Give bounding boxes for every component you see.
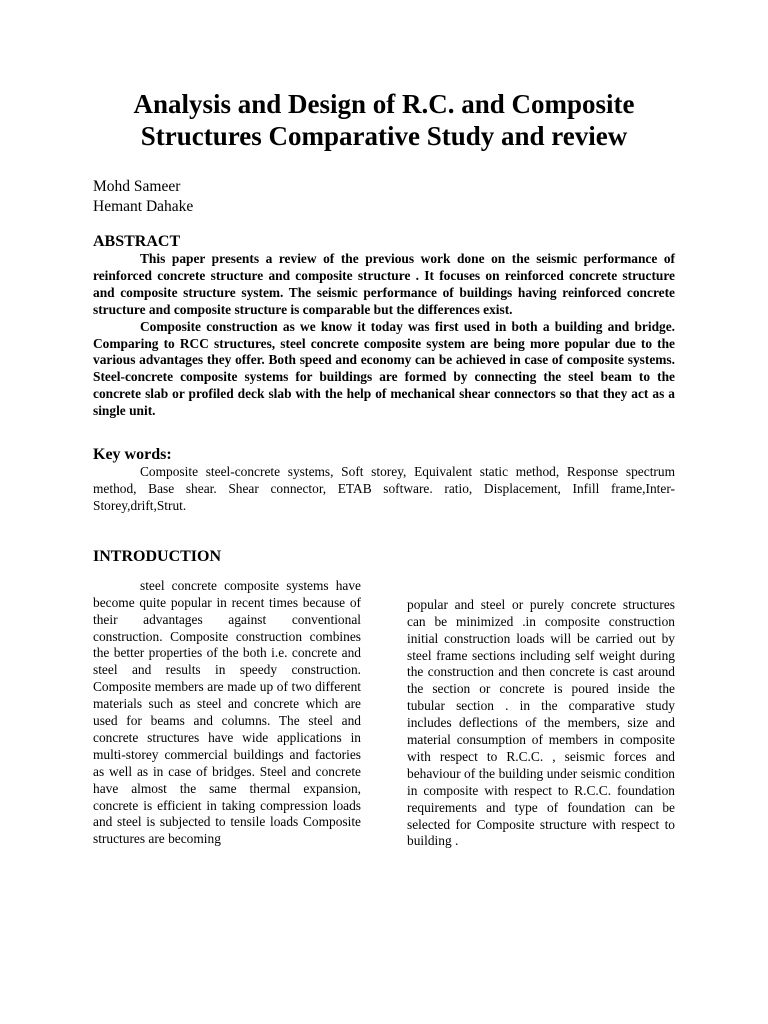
introduction-left-column: steel concrete composite systems have become quite popular in recent times because of their advantages against conventional construction. Composite construction combines the better properties of the both i.e. concrete and steel and results in speedy construction. Composite members are made up of two different materials such as steel and concrete which are used for beams and columns. The steel and concrete structures have wide applications in multi-storey commercial buildings and factories as well as in case of bridges. Steel and concrete have almost the same thermal expansion, concrete is efficient in taking compression loads and steel is subjected to tensile loads Composite structures are becoming xyxy=(93,577,361,847)
abstract-body xyxy=(93,251,675,420)
keywords-heading: Key words: xyxy=(93,446,172,464)
introduction-columns xyxy=(93,578,675,918)
abstract-paragraph: This paper presents a review of the previous work done on the seismic performance of reinforced concrete structure and composite structure . It focuses on reinforced concrete structure and composite structure system. The seismic performance of buildings having reinforced concrete structure and composite structure is comparable but the differences exist. xyxy=(93,251,675,317)
author-name: Hemant Dahake xyxy=(93,198,194,215)
keywords-text: Composite steel-concrete systems, Soft storey, Equivalent static method, Response spectrum method, Base shear. Shear connector, ETAB software. ratio, Displacement, Infill frame,Inter-Storey,drift,Strut. xyxy=(93,464,675,513)
abstract-heading: ABSTRACT xyxy=(93,233,181,250)
paper-page xyxy=(93,88,675,918)
author-name: Mohd Sameer xyxy=(93,178,181,195)
introduction-right-column: popular and steel or purely concrete structures can be minimized .in composite construction initial construction loads will be carried out by steel frame sections including self weight during the construction and then concrete is cast around the section or concrete is poured inside the tubular section . in the comparative study includes deflections of the members, size and material consumption of members in composite with respect to R.C.C. , seismic forces and behaviour of the building under seismic condition in composite with respect to R.C.C. foundation requirements and type of foundation can be selected for Composite structure with respect to building . xyxy=(407,596,675,849)
abstract-paragraph: Composite construction as we know it today was first used in both a building and bridge. Comparing to RCC structures, steel concrete composite system are being more popular due to the various advantages they offer. Both speed and economy can be achieved in case of composite systems. Steel-concrete composite systems for buildings are formed by connecting the steel beam to the concrete slab or profiled deck slab with the help of mechanical shear connectors so that they act as a single unit. xyxy=(93,318,675,419)
paper-title: Analysis and Design of R.C. and Composite Structures Comparative Study and review xyxy=(133,89,635,151)
introduction-heading: INTRODUCTION xyxy=(93,547,222,565)
author-list xyxy=(93,177,675,217)
